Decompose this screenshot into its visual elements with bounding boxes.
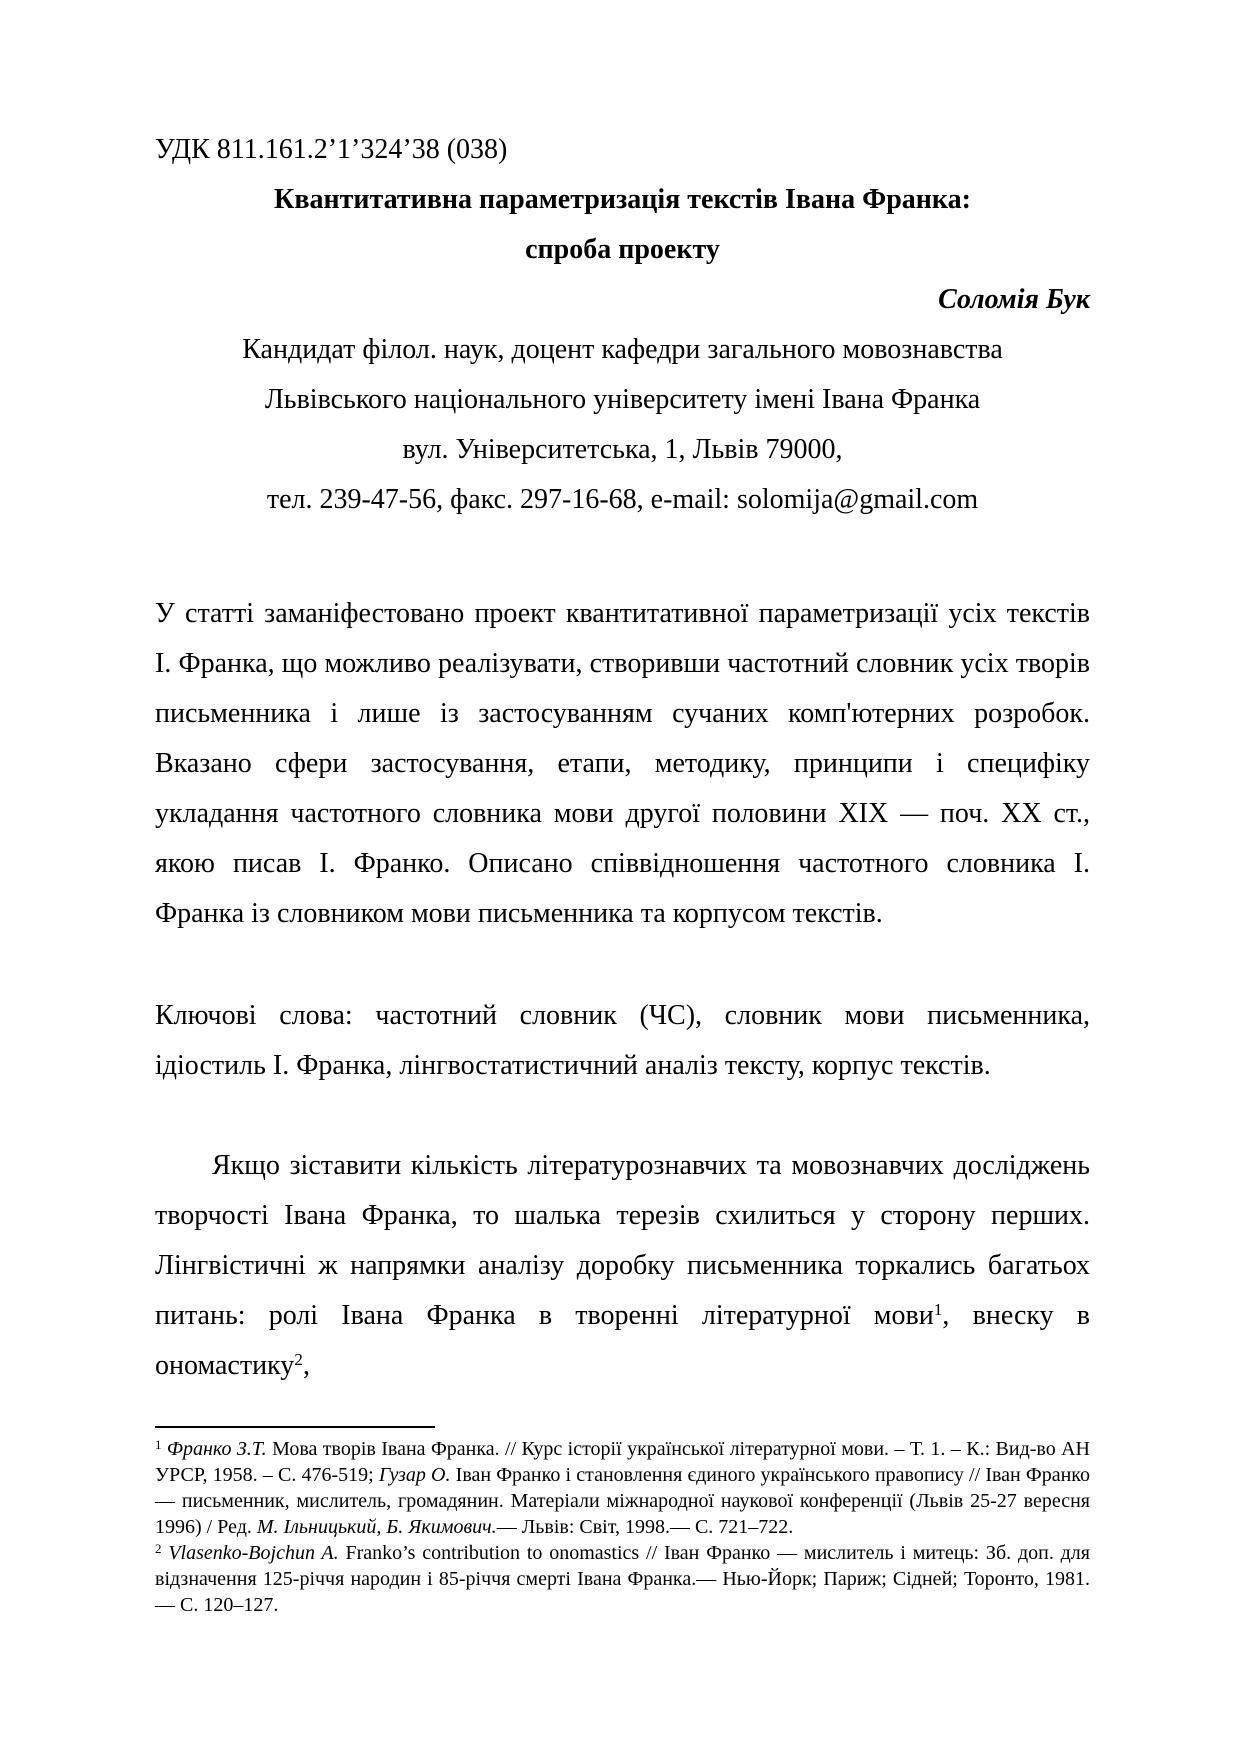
footnote-ref-2: 2	[294, 1350, 303, 1370]
article-title-line2: спроба проекту	[525, 234, 720, 265]
footnote-2-marker: 2	[155, 1541, 162, 1557]
affiliation-address: вул. Університетська, 1, Львів 79000,	[402, 434, 843, 465]
footnote-1-text-3: — Львів: Світ, 1998.— С. 721–722.	[496, 1516, 794, 1538]
footnote-1-author-1: Франко З.Т.	[166, 1438, 267, 1460]
body-text-part3: ,	[302, 1350, 310, 1381]
body-text-part1: Якщо зіставити кількість літературознавчих та мовознавчих досліджень творчості Івана Франка, то шалька терезів схилиться у сторону перших. Лінгвістичні ж напрямки аналізу доробку письменника торкались багатьох питань: ролі Івана Франка в творенні літературної мови	[155, 1150, 1090, 1331]
author-name: Соломія Бук	[938, 284, 1090, 315]
footnote-1-editors: М. Ільницький, Б. Якимович.	[256, 1516, 497, 1538]
footnote-1-text-1: Мова творів Івана Франка. // Курс історії української літературної мови. – Т. 1. – К.: Вид-во АН УРСР, 1958. – С. 476-519;	[155, 1438, 1090, 1486]
footnote-1-author-2: Гузар О.	[378, 1464, 451, 1486]
footnote-1-marker: 1	[155, 1437, 162, 1453]
affiliation-degree: Кандидат філол. наук, доцент кафедри загального мовознавства	[242, 334, 1003, 365]
body-paragraph	[155, 1141, 1090, 1391]
footnote-2-text: Franko’s contribution to onomastics // Іван Франко — мислитель і митець: Зб. доп. для відзначення 125-річчя народин і 85-річчя смерті Івана Франка.— Нью-Йорк; Париж; Сідней; Торонто, 1981.— С. 120–127.	[155, 1542, 1090, 1616]
affiliation-contacts: тел. 239-47-56, факс. 297-16-68, e-mail: solomija@gmail.com	[266, 484, 979, 515]
footnote-2-author: Vlasenko-Bojchun A.	[168, 1542, 339, 1564]
udk-code: УДК 811.161.2’1’324’38 (038)	[155, 134, 508, 165]
affiliation-university: Львівського національного університету імені Івана Франка	[264, 384, 981, 415]
footnote-1	[155, 1436, 1090, 1540]
affiliation-block	[155, 325, 1090, 525]
footnote-separator-line	[155, 1426, 435, 1428]
abstract-paragraph: У статті заманіфестовано проект квантитативної параметризації усіх текстів І. Франка, що можливо реалізувати, створивши частотний словник усіх творів письменника і лише із застосуванням сучаних комп'ютерних розробок. Вказано сфери застосування, етапи, методику, принципи і специфіку укладання частотного словника мови другої половини XIX — поч. XX ст., якою писав І. Франко. Описано співвідношення частотного словника І. Франка із словником мови письменника та корпусом текстів.	[155, 598, 1090, 929]
footnote-2	[155, 1540, 1090, 1618]
footnotes-section	[155, 1426, 1090, 1618]
footnote-ref-1: 1	[933, 1300, 943, 1320]
footnote-1-text-2: Іван Франко і становлення єдиного українського правопису // Іван Франко — письменник, мислитель, громадянин. Матеріали міжнародної наукової конференції (Львів 25-27 вересня 1996) / Ред.	[155, 1464, 1091, 1538]
body-text-part2: , внеску в ономастику	[155, 1300, 1090, 1381]
article-title-line1: Квантитативна параметризація текстів Івана Франка:	[274, 184, 971, 215]
keywords-paragraph: Ключові слова: частотний словник (ЧС), словник мови письменника, ідіостиль І. Франка, лінгвостатистичний аналіз тексту, корпус текстів.	[155, 1000, 1090, 1081]
